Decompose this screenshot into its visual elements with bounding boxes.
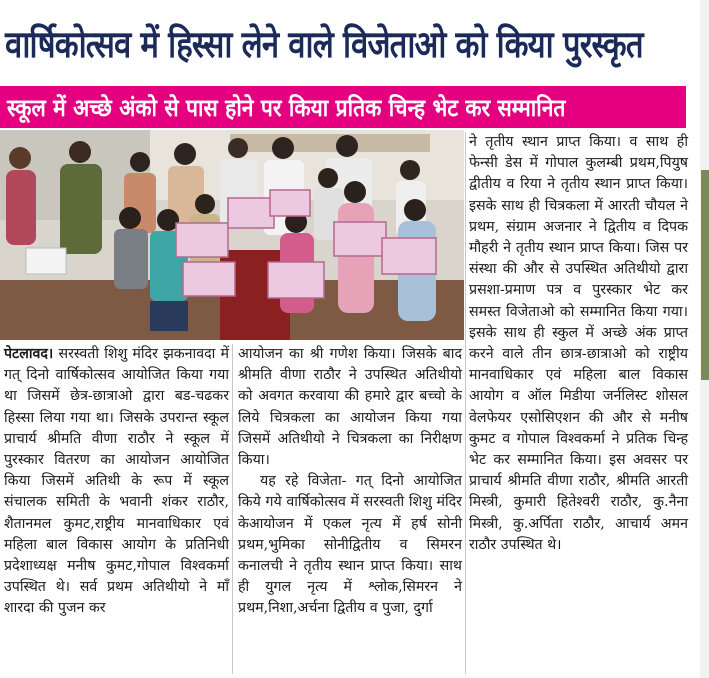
headline — [0, 0, 700, 84]
column-1-paragraph — [4, 344, 229, 620]
subheadline-text: स्कूल में अच्छे अंको से पास होने पर किया प्रतिक चिन्ह भेट कर सम्मानित — [7, 93, 566, 122]
dateline: पेटलावद। — [4, 346, 54, 362]
group-photo-illustration — [0, 130, 464, 340]
column-1-text: सरस्वती शिशु मंदिर झकनावदा में गत् दिनो वार्षिकोत्सव आयोजित किया गया था जिसमें छेत्र-छात्राओ द्वारा बड-चढकर हिस्सा लिया गया था। जिसके उपरान्त स्कूल प्राचार्य श्रीमति वीणा राठौर ने स्कूल में पुरस्कार वितरण का आयोजन आयोजित किया जिसमें अतिथी के रूप में स्कूल संचालक समिती के भवानी शंकर राठौर, शैतानमल कुमट,राष्ट्रीय मानवाधिकार एवं महिला बाल विकास आयोग के प्रतिनिधी प्रदेशाध्यक्ष मनीष कुमट,गोपाल विश्वकर्मा उपस्थित थे। सर्व प्रथम अतिथीयो ने माँ शारदा की पुजन कर — [4, 346, 229, 617]
column-3-text: ने तृतीय स्थान प्राप्त किया। व साथ ही फेन्सी डेस में गोपाल कुलम्बी प्रथम,पियुष द्वीतीय व रिया ने तृतीय स्थान प्राप्त किया। इसके साथ ही चित्रकला में आरती चौयल ने प्रथम, संग्राम अजनार ने द्वितीय व दिपक मौहरी ने तृतीय स्थान प्राप्त किया। जिस पर संस्था की और से उपस्थित अतिथीयो द्वारा प्रसशा-प्रमाण पत्र व पुरस्कार भेट कर समस्त विजेताओ को सम्मानित किया गया। इसके साथ ही स्कुल में अच्छे अंक प्राप्त करने वाले तीन छात्र-छात्राओ को राष्ट्रीय मानवाधिकार एवं महिला बाल विकास आयोग व ऑल मिडीया जर्नलिस्ट शोसल वेलफेयर एसोसिएशन की और से मनीष कुमट व गोपाल विश्वकर्मा ने प्रतिक चिन्ह भेट कर सम्मानित किया। इस अवसर पर प्राचार्य श्रीमति वीणा राठौर, श्रीमति आरती मिस्त्री, कुमारी हितेश्वरी राठौर, कु.नैना मिस्त्री, कु.अर्पिता राठौर, आचार्य अमन राठौर उपस्थित थे। — [469, 134, 688, 553]
column-divider — [465, 132, 466, 674]
subheadline-bar — [0, 86, 686, 128]
column-divider — [232, 344, 233, 674]
column-2-paragraph-2: यह रहे विजेता- गत् दिनो आयोजित किये गये वार्षिकोत्सव में सरस्वती शिशु मंदिर केआयोजन में एकल नृत्य में हर्ष सोनी प्रथम,भुमिका सोनीद्वितीय व सिमरन कनालची ने तृतीय स्थान प्राप्त किया। साथ ही युगल नृत्य में श्लोक,सिमरन ने प्रथम,निशा,अर्चना द्वितीय व पुजा, दुर्गा — [238, 473, 462, 617]
column-2-paragraph-1: आयोजन का श्री गणेश किया। जिसके बाद श्रीमति वीणा राठौर ने उपस्थित अतिथीयो को अवगत करवाया की हमारे द्वार बच्चो के लिये चित्रकला का आयोजन किया गया जिसमें अतिथीयो ने चित्रकला का निरीक्षण किया। — [238, 346, 462, 469]
article-column-2 — [238, 344, 462, 620]
headline-text: वार्षिकोत्सव में हिस्सा लेने वाले विजेताओ को किया पुरस्कृत — [5, 22, 643, 66]
adjacent-photo-edge — [701, 170, 709, 380]
group-photo — [0, 130, 464, 340]
article-column-3 — [469, 132, 688, 556]
article-column-1 — [4, 344, 229, 620]
